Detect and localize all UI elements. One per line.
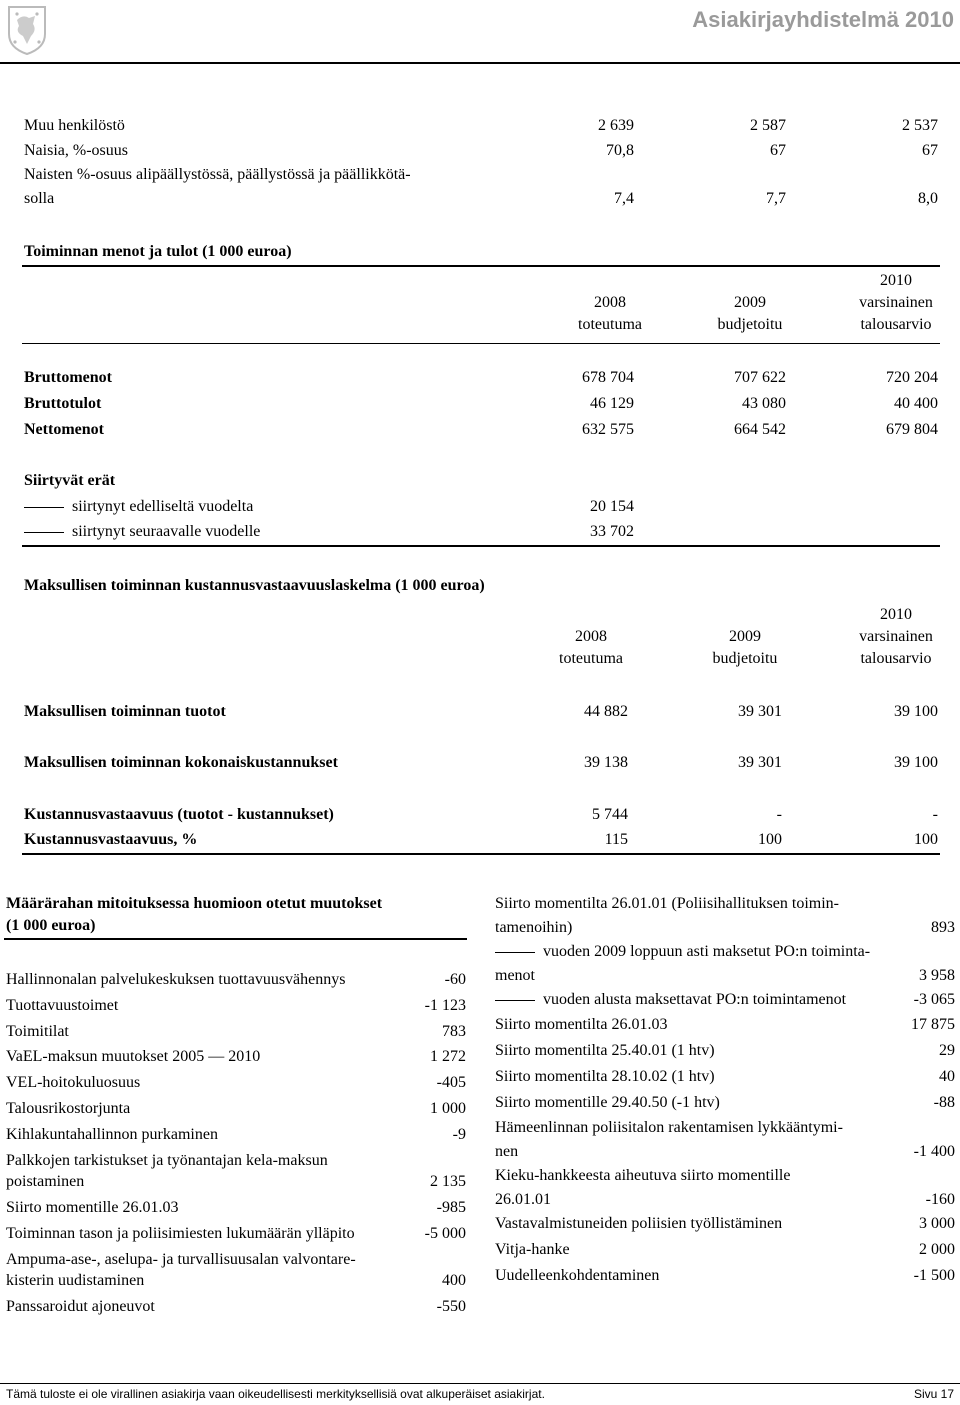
staff-value: 70,8 [606,142,634,159]
row-label: Bruttomenot [24,369,112,386]
change-item: Siirto momentilta 26.01.03 17 875 [495,1016,955,1033]
page-number: Sivu 17 [913,1387,954,1401]
footer-divider [0,1383,960,1384]
staff-label: Muu henkilöstö [24,117,125,134]
changes-title: (1 000 euroa) [6,917,96,934]
row-value: 39 301 [738,754,782,771]
row-value: 46 129 [590,395,634,412]
row-value: 678 704 [582,369,634,386]
row-value: 707 622 [734,369,786,386]
row-value: 39 138 [584,754,628,771]
section-title: Maksullisen toiminnan kustannusvastaavuuslaskelma (1 000 euroa) [24,577,485,594]
row-value: - [932,806,938,823]
change-item: vuoden 2009 loppuun asti maksetut PO:n toiminta- menot 3 958 [495,940,955,988]
change-item: Siirto momentille 26.01.03 -985 [6,1199,466,1216]
staff-value: 67 [770,142,786,159]
row-value: 43 080 [742,395,786,412]
coat-of-arms-icon [5,4,49,56]
section-title: Toiminnan menot ja tulot (1 000 euroa) [24,243,292,260]
change-item: Siirto momentilta 28.10.02 (1 htv) 40 [495,1068,955,1085]
staff-value: 2 639 [598,117,634,134]
footer-disclaimer: Tämä tuloste ei ole virallinen asiakirja vaan oikeudellisesti merkityksellisiä ovat alkuperäiset asiakirjat. [6,1387,545,1401]
row-label: Kustannusvastaavuus, % [24,831,198,848]
row-value: 40 400 [894,395,938,412]
transfer-label: siirtynyt edelliseltä vuodelta [24,497,253,517]
transfers-title: Siirtyvät erät [24,472,116,489]
staff-label: Naisia, %-osuus [24,142,128,159]
change-item: Toiminnan tason ja poliisimiesten lukumäärän ylläpito -5 000 [6,1225,466,1242]
row-label: Maksullisen toiminnan tuotot [24,703,226,720]
row-value: 100 [758,831,782,848]
change-item: VEL-hoitokuluosuus -405 [6,1074,466,1091]
row-label: Maksullisen toiminnan kokonaiskustannukset [24,754,338,771]
row-value: 39 100 [894,703,938,720]
row-value: 39 100 [894,754,938,771]
change-item: Siirto momentille 29.40.50 (-1 htv) -88 [495,1094,955,1111]
change-item: vuoden alusta maksettavat PO:n toimintamenot -3 065 [495,988,955,1012]
staff-value: 7,4 [614,190,634,207]
row-value: - [776,806,782,823]
change-item: Siirto momentilta 25.40.01 (1 htv) 29 [495,1042,955,1059]
change-item: VaEL-maksun muutokset 2005 — 2010 1 272 [6,1048,466,1065]
change-item: Tuottavuustoimet -1 123 [6,997,466,1014]
change-item: Toimitilat 783 [6,1023,466,1040]
row-value: 664 542 [734,421,786,438]
column-header: 2009 budjetoitu [717,294,783,333]
row-value: 679 804 [886,421,938,438]
document-title: Asiakirjayhdistelmä 2010 [692,7,954,32]
changes-title: Määrärahan mitoituksessa huomioon otetut muutokset [6,895,383,912]
row-value: 632 575 [582,421,634,438]
row-value: 115 [604,831,628,848]
row-value: 39 301 [738,703,782,720]
row-label: Kustannusvastaavuus (tuotot - kustannukset) [24,806,334,823]
column-header: 2008 toteutuma [578,294,642,333]
section-rule [22,853,940,855]
row-value: 5 744 [592,806,628,823]
row-value: 720 204 [886,369,938,386]
transfer-label: siirtynyt seuraavalle vuodelle [24,522,260,542]
column-header: 2010 varsinainen talousarvio [859,272,933,333]
change-item: Vastavalmistuneiden poliisien työllistäminen 3 000 [495,1215,955,1232]
change-item: Talousrikostorjunta 1 000 [6,1100,466,1117]
change-item: Ampuma-ase-, aselupa- ja turvallisuusalan valvontare- kisterin uudistaminen 400 [6,1251,466,1289]
transfer-value: 20 154 [590,498,634,515]
section-rule [22,265,940,267]
change-item: Vitja-hanke 2 000 [495,1241,955,1258]
staff-label: solla [24,190,55,207]
header-rule [22,343,940,344]
change-item: Kihlakuntahallinnon purkaminen -9 [6,1126,466,1143]
changes-rule [4,938,467,940]
column-header: 2008 toteutuma [559,628,623,667]
staff-value: 2 587 [750,117,786,134]
row-label: Nettomenot [24,421,104,438]
staff-label: Naisten %-osuus alipäällystössä, päällystössä ja päällikkötä- [24,166,411,183]
header-divider [0,62,960,64]
staff-value: 67 [922,142,938,159]
change-item: Kieku-hankkeesta aiheutuva siirto momentille 26.01.01 -160 [495,1167,955,1208]
row-value: 100 [914,831,938,848]
row-value: 44 882 [584,703,628,720]
change-item: Hämeenlinnan poliisitalon rakentamisen lykkääntymi- nen -1 400 [495,1119,955,1160]
change-item: Palkkojen tarkistukset ja työnantajan kela-maksun poistaminen 2 135 [6,1152,466,1190]
change-item: Uudelleenkohdentaminen -1 500 [495,1267,955,1284]
staff-value: 7,7 [766,190,786,207]
row-label: Bruttotulot [24,395,102,412]
transfer-value: 33 702 [590,523,634,540]
change-item: Hallinnonalan palvelukeskuksen tuottavuusvähennys -60 [6,971,466,988]
section-rule [22,545,940,547]
change-item: Siirto momentilta 26.01.01 (Poliisihallituksen toimin- tamenoihin) 893 [495,895,955,936]
staff-value: 2 537 [902,117,938,134]
staff-value: 8,0 [918,190,938,207]
column-header: 2010 varsinainen talousarvio [859,606,933,667]
column-header: 2009 budjetoitu [712,628,778,667]
change-item: Panssaroidut ajoneuvot -550 [6,1298,466,1315]
